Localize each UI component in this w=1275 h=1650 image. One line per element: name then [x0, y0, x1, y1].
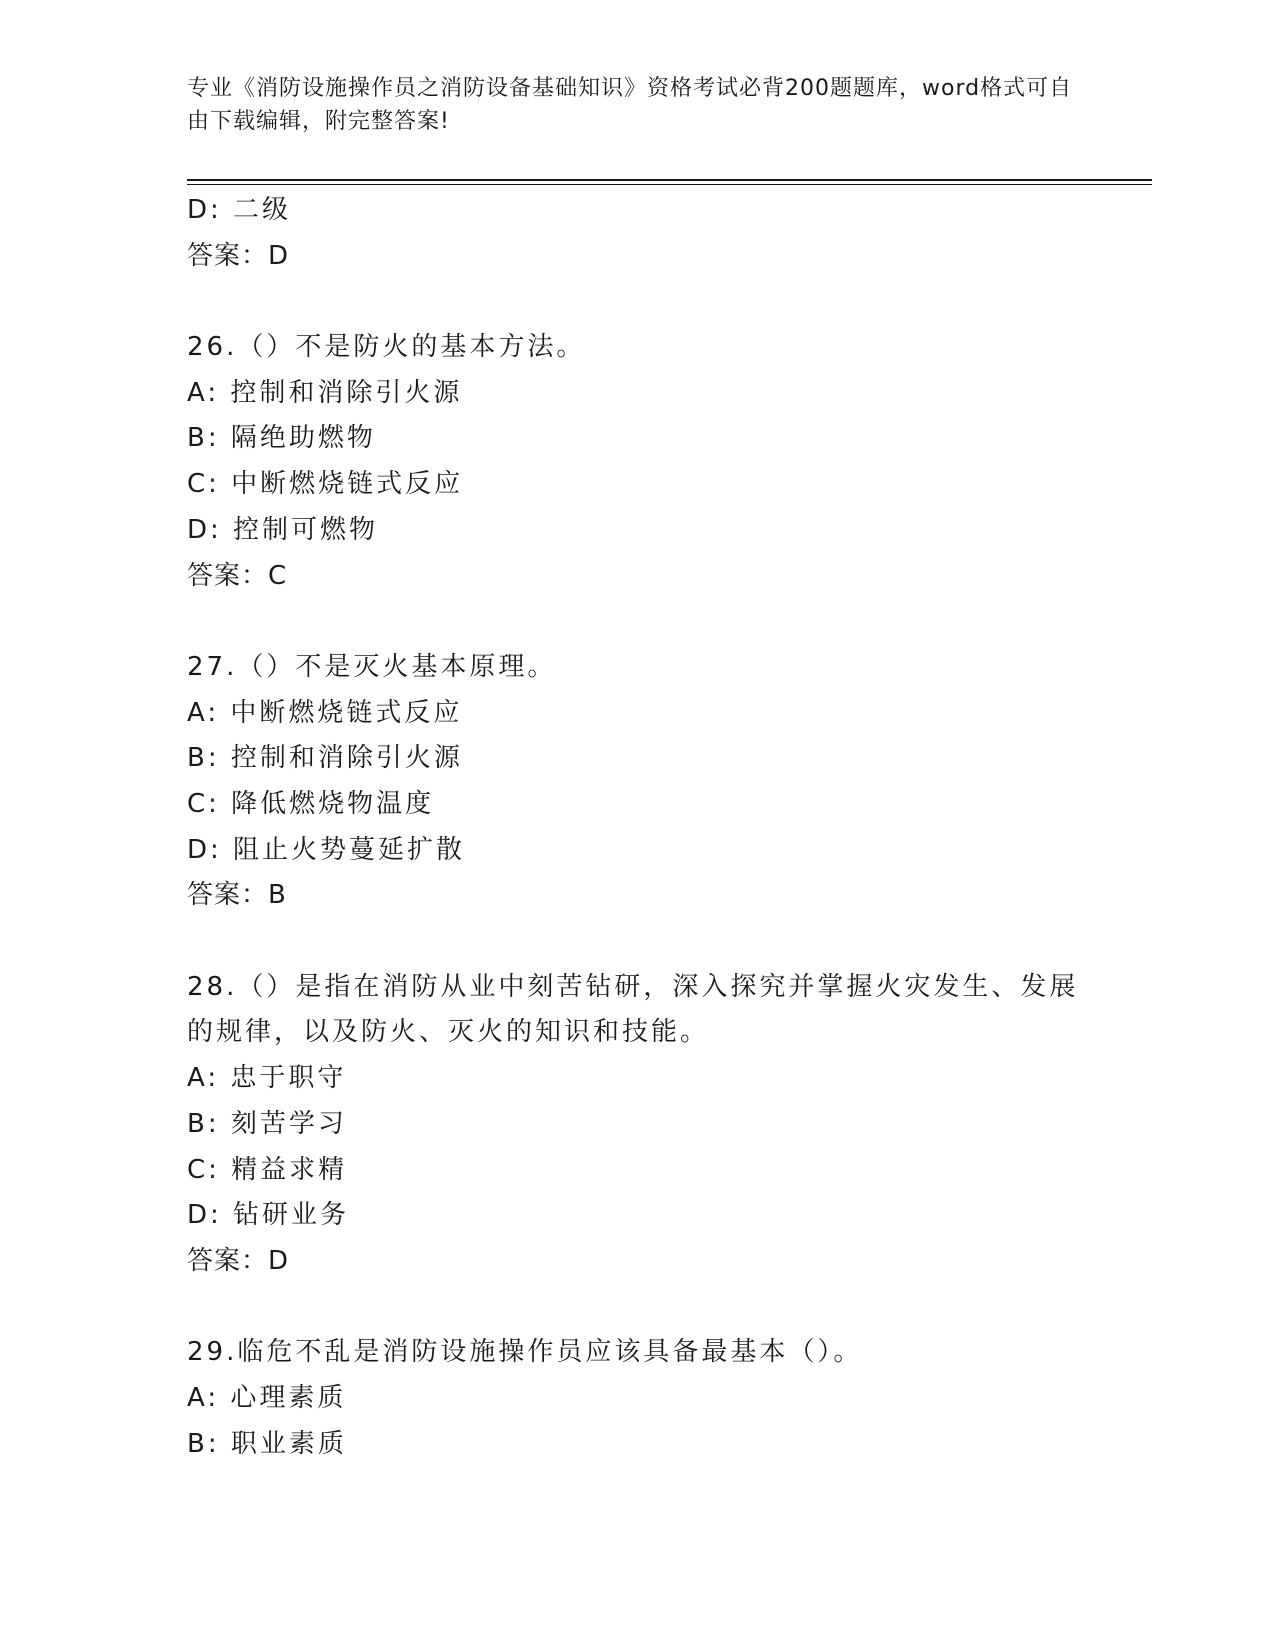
document-header: 专业《消防设施操作员之消防设备基础知识》资格考试必背200题题库，word格式可自由下载编辑，附完整答案!: [187, 76, 1073, 134]
option-a: A: 中断燃烧链式反应: [187, 697, 463, 728]
option-a: A: 忠于职守: [187, 1063, 347, 1094]
answer-line: 答案：D: [187, 240, 290, 271]
option-b: B: 刻苦学习: [187, 1108, 347, 1139]
question-text: 27.（）不是灭火基本原理。: [187, 651, 557, 682]
option-c: C: 降低燃烧物温度: [187, 788, 435, 819]
header-divider-thick: [187, 179, 1152, 181]
answer-line: 答案：D: [187, 1245, 290, 1276]
answer-line: 答案：B: [187, 880, 287, 911]
header-divider-thin: [187, 184, 1152, 185]
option-a: A: 心理素质: [187, 1382, 347, 1413]
question-text: 26.（）不是防火的基本方法。: [187, 332, 586, 363]
question-26: [187, 325, 1087, 599]
option-b: B: 职业素质: [187, 1428, 347, 1459]
option-c: C: 中断燃烧链式反应: [187, 469, 464, 500]
option-c: C: 精益求精: [187, 1154, 348, 1185]
question-28: [187, 965, 1087, 1285]
question-text: 29.临危不乱是消防设施操作员应该具备最基本（）。: [187, 1337, 863, 1368]
option-b: B: 控制和消除引火源: [187, 743, 463, 774]
question-27: [187, 645, 1087, 919]
option-d: D: 阻止火势蔓延扩散: [187, 834, 466, 865]
option-a: A: 控制和消除引火源: [187, 377, 463, 408]
option-b: B: 隔绝助燃物: [187, 423, 376, 454]
option-d: D: 二级: [187, 195, 292, 225]
option-d: D: 钻研业务: [187, 1200, 350, 1231]
question-list: [187, 188, 1087, 1467]
question-29: [187, 1330, 1087, 1467]
option-d: D: 控制可燃物: [187, 514, 379, 545]
answer-line: 答案：C: [187, 560, 288, 591]
question-text: 28.（）是指在消防从业中刻苦钻研，深入探究并掌握火灾发生、发展的规律，以及防火、灭火的知识和技能。: [187, 971, 1079, 1048]
